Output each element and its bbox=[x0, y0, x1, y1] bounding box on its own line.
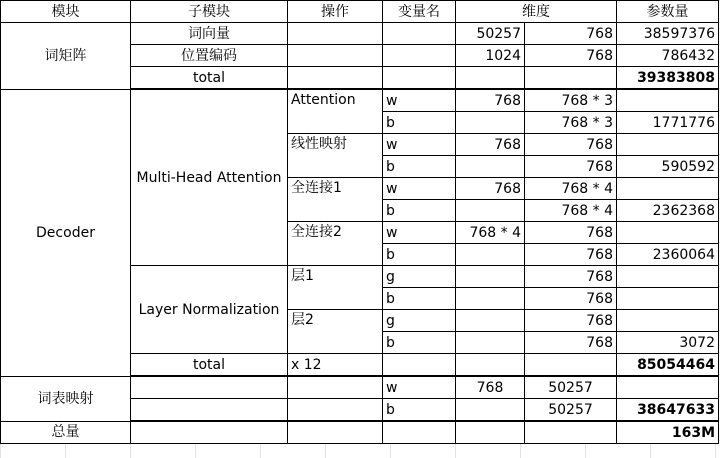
dim2-cell[interactable]: 768 bbox=[525, 134, 617, 156]
params-cell[interactable] bbox=[617, 376, 719, 399]
varname-cell[interactable] bbox=[383, 354, 456, 377]
dim2-cell[interactable] bbox=[525, 421, 617, 444]
params-cell[interactable]: 38597376 bbox=[617, 23, 719, 45]
table-row bbox=[1, 89, 719, 112]
params-total-cell[interactable]: 85054464 bbox=[617, 354, 719, 377]
submodule-cell[interactable]: 词向量 bbox=[131, 23, 288, 45]
varname-cell[interactable] bbox=[383, 421, 456, 444]
dim2-cell[interactable] bbox=[525, 67, 617, 90]
dim1-cell[interactable] bbox=[456, 67, 525, 90]
grand-total-label[interactable]: 总量 bbox=[1, 421, 131, 444]
dim1-cell[interactable]: 768 bbox=[456, 89, 525, 112]
dim1-cell[interactable] bbox=[456, 156, 525, 178]
dim2-cell[interactable]: 768 bbox=[525, 156, 617, 178]
varname-cell[interactable]: g bbox=[383, 266, 456, 288]
dim1-cell[interactable] bbox=[456, 310, 525, 332]
dim1-cell[interactable]: 1024 bbox=[456, 45, 525, 67]
dim2-cell[interactable]: 768 bbox=[525, 310, 617, 332]
submodule-cell[interactable] bbox=[131, 376, 288, 399]
module-projection[interactable]: 词表映射 bbox=[1, 376, 131, 421]
varname-cell[interactable]: w bbox=[383, 178, 456, 200]
varname-cell[interactable] bbox=[383, 23, 456, 45]
dim1-cell[interactable] bbox=[456, 332, 525, 354]
table-row bbox=[1, 376, 719, 399]
grand-total-row bbox=[1, 421, 719, 444]
submodule-ln[interactable]: Layer Normalization bbox=[131, 266, 288, 354]
dim2-cell[interactable] bbox=[525, 354, 617, 377]
dim2-cell[interactable]: 50257 bbox=[525, 376, 617, 399]
dim2-cell[interactable]: 768 * 4 bbox=[525, 200, 617, 222]
dim2-cell[interactable]: 768 * 4 bbox=[525, 178, 617, 200]
dim2-cell[interactable]: 768 bbox=[525, 288, 617, 310]
dim2-cell[interactable]: 768 * 3 bbox=[525, 89, 617, 112]
varname-cell[interactable]: w bbox=[383, 376, 456, 399]
operation-cell[interactable]: 层1 bbox=[288, 266, 383, 310]
params-cell[interactable]: 2360064 bbox=[617, 244, 719, 266]
operation-cell[interactable]: 线性映射 bbox=[288, 134, 383, 178]
header-row bbox=[1, 1, 719, 23]
header-params[interactable]: 参数量 bbox=[617, 1, 719, 23]
operation-cell[interactable]: Attention bbox=[288, 89, 383, 134]
dim1-cell[interactable]: 768 bbox=[456, 376, 525, 399]
dim1-cell[interactable] bbox=[456, 421, 525, 444]
varname-cell[interactable]: b bbox=[383, 288, 456, 310]
dim2-cell[interactable]: 768 bbox=[525, 266, 617, 288]
varname-cell[interactable]: w bbox=[383, 222, 456, 244]
varname-cell[interactable]: w bbox=[383, 134, 456, 156]
operation-cell[interactable] bbox=[288, 399, 383, 422]
header-submodule[interactable]: 子模块 bbox=[131, 1, 288, 23]
varname-cell[interactable]: b bbox=[383, 200, 456, 222]
dim1-cell[interactable] bbox=[456, 266, 525, 288]
varname-cell[interactable]: b bbox=[383, 244, 456, 266]
varname-cell[interactable]: w bbox=[383, 89, 456, 112]
dim1-cell[interactable]: 768 bbox=[456, 134, 525, 156]
operation-cell[interactable] bbox=[288, 23, 383, 45]
operation-cell[interactable] bbox=[288, 45, 383, 67]
submodule-mha[interactable]: Multi-Head Attention bbox=[131, 89, 288, 266]
varname-cell[interactable]: g bbox=[383, 310, 456, 332]
params-cell[interactable] bbox=[617, 288, 719, 310]
params-cell[interactable] bbox=[617, 266, 719, 288]
varname-cell[interactable] bbox=[383, 45, 456, 67]
params-cell[interactable]: 590592 bbox=[617, 156, 719, 178]
dim2-cell[interactable]: 768 bbox=[525, 222, 617, 244]
dim1-cell[interactable] bbox=[456, 354, 525, 377]
operation-cell[interactable]: 全连接2 bbox=[288, 222, 383, 266]
dim1-cell[interactable]: 768 bbox=[456, 178, 525, 200]
params-total-cell[interactable]: 39383808 bbox=[617, 67, 719, 90]
dim2-cell[interactable]: 768 bbox=[525, 332, 617, 354]
dim2-cell[interactable]: 768 bbox=[525, 244, 617, 266]
header-varname[interactable]: 变量名 bbox=[383, 1, 456, 23]
header-operation[interactable]: 操作 bbox=[288, 1, 383, 23]
dim1-cell[interactable]: 768 * 4 bbox=[456, 222, 525, 244]
operation-cell[interactable]: 层2 bbox=[288, 310, 383, 354]
params-cell[interactable] bbox=[617, 310, 719, 332]
submodule-cell[interactable] bbox=[131, 399, 288, 422]
header-module[interactable]: 模块 bbox=[1, 1, 131, 23]
dim2-cell[interactable]: 768 bbox=[525, 45, 617, 67]
params-cell[interactable] bbox=[617, 178, 719, 200]
module-embedding[interactable]: 词矩阵 bbox=[1, 23, 131, 90]
dim2-cell[interactable]: 768 * 3 bbox=[525, 112, 617, 134]
grand-total-params[interactable]: 163M bbox=[617, 421, 719, 444]
operation-cell[interactable] bbox=[288, 421, 383, 444]
submodule-total-cell[interactable]: total bbox=[131, 354, 288, 377]
operation-cell[interactable] bbox=[288, 376, 383, 399]
module-decoder[interactable]: Decoder bbox=[1, 89, 131, 376]
params-cell[interactable]: 3072 bbox=[617, 332, 719, 354]
dim1-cell[interactable] bbox=[456, 244, 525, 266]
varname-cell[interactable]: b bbox=[383, 332, 456, 354]
params-cell[interactable] bbox=[617, 89, 719, 112]
dim1-cell[interactable] bbox=[456, 200, 525, 222]
dim2-cell[interactable]: 50257 bbox=[525, 399, 617, 422]
params-cell[interactable]: 2362368 bbox=[617, 200, 719, 222]
params-cell[interactable]: 786432 bbox=[617, 45, 719, 67]
submodule-cell[interactable] bbox=[131, 421, 288, 444]
operation-cell[interactable]: 全连接1 bbox=[288, 178, 383, 222]
params-cell[interactable]: 1771776 bbox=[617, 112, 719, 134]
varname-cell[interactable]: b bbox=[383, 112, 456, 134]
header-dimension[interactable]: 维度 bbox=[456, 1, 617, 23]
submodule-total-cell[interactable]: total bbox=[131, 67, 288, 90]
varname-cell[interactable]: b bbox=[383, 156, 456, 178]
varname-cell[interactable]: b bbox=[383, 399, 456, 422]
varname-cell[interactable] bbox=[383, 67, 456, 90]
params-cell[interactable] bbox=[617, 222, 719, 244]
params-total-cell[interactable]: 38647633 bbox=[617, 399, 719, 422]
dim1-cell[interactable]: 50257 bbox=[456, 23, 525, 45]
dim1-cell[interactable] bbox=[456, 112, 525, 134]
dim2-cell[interactable]: 768 bbox=[525, 23, 617, 45]
operation-cell[interactable] bbox=[288, 67, 383, 90]
submodule-cell[interactable]: 位置编码 bbox=[131, 45, 288, 67]
dim1-cell[interactable] bbox=[456, 399, 525, 422]
table-row bbox=[1, 23, 719, 45]
dim1-cell[interactable] bbox=[456, 288, 525, 310]
operation-cell[interactable]: x 12 bbox=[288, 354, 383, 377]
params-cell[interactable] bbox=[617, 134, 719, 156]
